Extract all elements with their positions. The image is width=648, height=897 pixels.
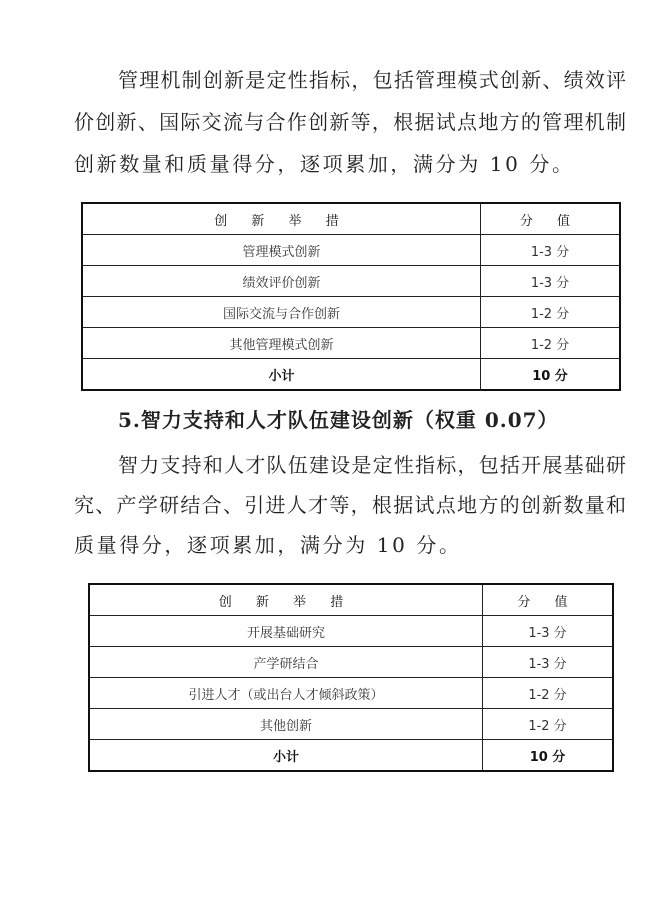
paragraph-line: 质量得分，逐项累加，满分为 10 分。 (74, 533, 462, 557)
measure-cell: 其他管理模式创新 (82, 328, 481, 359)
table-row (89, 709, 613, 740)
scoring-table-management (81, 202, 621, 391)
measure-cell: 开展基础研究 (89, 616, 483, 647)
score-cell: 1-3 分 (481, 235, 621, 266)
score-cell: 1-2 分 (481, 328, 621, 359)
header-measure: 创 新 举 措 (89, 584, 483, 616)
table-row (82, 328, 620, 359)
subtotal-label: 小计 (89, 740, 483, 772)
paragraph-line: 创新数量和质量得分，逐项累加，满分为 10 分。 (74, 152, 575, 176)
subtotal-label: 小计 (82, 359, 481, 391)
score-cell: 1-3 分 (481, 266, 621, 297)
scoring-table-talent (88, 583, 614, 772)
paragraph-line: 智力支持和人才队伍建设是定性指标，包括开展基础研 (118, 453, 626, 477)
score-cell: 1-2 分 (483, 678, 614, 709)
header-measure: 创 新 举 措 (82, 203, 481, 235)
score-cell: 1-3 分 (483, 616, 614, 647)
table-row (89, 678, 613, 709)
measure-cell: 国际交流与合作创新 (82, 297, 481, 328)
table-row (82, 297, 620, 328)
table-row (82, 235, 620, 266)
header-score: 分 值 (483, 584, 614, 616)
measure-cell: 产学研结合 (89, 647, 483, 678)
paragraph-line: 管理机制创新是定性指标，包括管理模式创新、绩效评 (118, 68, 626, 92)
paragraph-line: 究、产学研结合、引进人才等，根据试点地方的创新数量和 (74, 493, 626, 517)
table-row (82, 266, 620, 297)
measure-cell: 绩效评价创新 (82, 266, 481, 297)
score-cell: 1-3 分 (483, 647, 614, 678)
table-row (89, 616, 613, 647)
table-header-row (82, 203, 620, 235)
header-score: 分 值 (481, 203, 621, 235)
measure-cell: 引进人才（或出台人才倾斜政策） (89, 678, 483, 709)
measure-cell: 管理模式创新 (82, 235, 481, 266)
section-heading: 5.智力支持和人才队伍建设创新（权重 0.07） (118, 408, 559, 432)
measure-cell: 其他创新 (89, 709, 483, 740)
score-cell: 1-2 分 (483, 709, 614, 740)
subtotal-value: 10 分 (483, 740, 614, 772)
table-header-row (89, 584, 613, 616)
table-row (89, 647, 613, 678)
subtotal-value: 10 分 (481, 359, 621, 391)
score-cell: 1-2 分 (481, 297, 621, 328)
subtotal-row (89, 740, 613, 772)
subtotal-row (82, 359, 620, 391)
paragraph-line: 价创新、国际交流与合作创新等，根据试点地方的管理机制 (74, 110, 626, 134)
